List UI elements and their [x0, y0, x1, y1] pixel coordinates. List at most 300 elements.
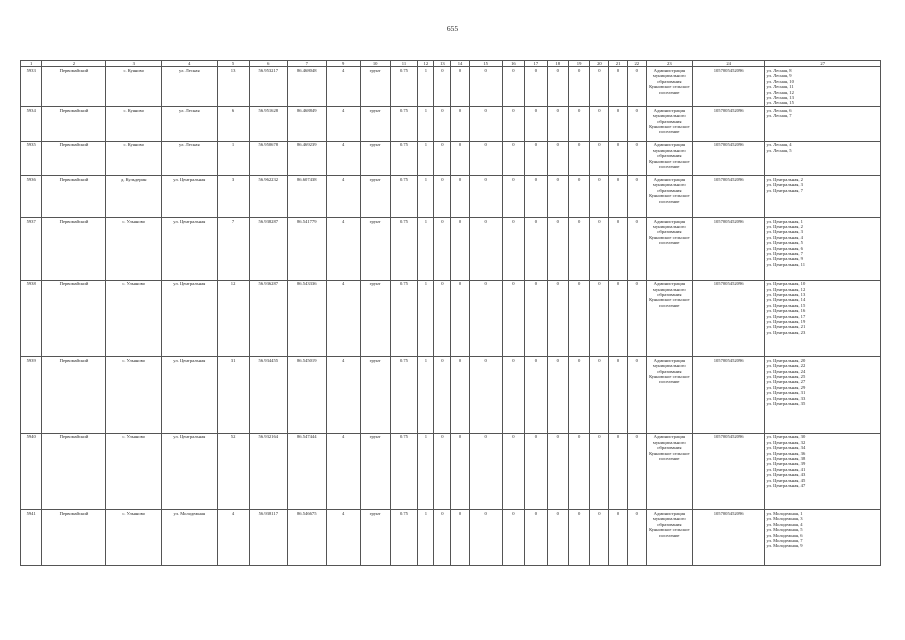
address-line: ул. Центральная, 2	[766, 176, 803, 182]
count-cell: 0	[590, 357, 609, 434]
count-cell: 1	[418, 510, 434, 566]
address-line: ул. Центральная, 4	[766, 234, 803, 240]
count-cell: 0	[502, 218, 524, 281]
latitude-cell: 56.953217	[249, 67, 287, 107]
page-number: 655	[446, 24, 459, 33]
count-cell: 0	[469, 176, 502, 218]
address-line: ул. Центральная, 45	[766, 477, 806, 483]
address-line: ул. Центральная, 24	[766, 368, 806, 374]
count-cell: 0	[590, 107, 609, 142]
count-cell: 0	[525, 280, 547, 357]
area-cell: 4	[326, 280, 360, 357]
street-cell: ул. Центральная	[162, 357, 218, 434]
column-number: 19	[568, 61, 589, 67]
district-cell: Первомайский	[42, 433, 106, 510]
house-cell: 7	[217, 218, 249, 281]
volume-cell: 0.75	[390, 218, 418, 281]
ogrn-cell: 1057005452096	[692, 357, 765, 434]
address-line: ул. Центральная, 2	[766, 223, 803, 229]
column-number: 18	[547, 61, 568, 67]
count-cell: 0	[547, 67, 568, 107]
count-cell: 0	[627, 176, 646, 218]
house-cell: 12	[217, 280, 249, 357]
latitude-cell: 56.951628	[249, 107, 287, 142]
address-line: ул. Центральная, 25	[766, 373, 806, 379]
address-line: ул. Молодежная, 5	[766, 527, 803, 533]
count-cell: 0	[434, 141, 451, 176]
count-cell: 0	[525, 357, 547, 434]
count-cell: 0	[451, 107, 469, 142]
street-cell: ул. Лесная	[162, 141, 218, 176]
address-line: ул. Центральная, 33	[766, 395, 806, 401]
count-cell: 0	[469, 280, 502, 357]
column-number: 20	[590, 61, 609, 67]
count-cell: 0	[568, 280, 589, 357]
locality-cell: с. Ульяново	[106, 433, 162, 510]
latitude-cell: 56.938117	[249, 510, 287, 566]
organization-cell: Администрация муниципального образования Куяновское сельское поселение	[646, 67, 692, 107]
table-row	[21, 67, 881, 107]
count-cell: 1	[418, 433, 434, 510]
column-number: 7	[288, 61, 326, 67]
street-cell: ул. Молодежная	[162, 510, 218, 566]
address-line: ул. Центральная, 43	[766, 472, 806, 478]
table-row	[21, 510, 881, 566]
row-number: 5937	[21, 218, 42, 281]
ogrn-cell: 1057005452096	[692, 67, 765, 107]
column-number: 15	[469, 61, 502, 67]
district-cell: Первомайский	[42, 280, 106, 357]
address-line: ул. Центральная, 13	[766, 291, 806, 297]
address-line: ул. Центральная, 7	[766, 187, 803, 193]
addresses-cell	[765, 280, 881, 357]
address-line: ул. Лесная, 12	[766, 89, 794, 95]
count-cell: 0	[502, 280, 524, 357]
count-cell: 0	[547, 176, 568, 218]
longitude-cell: 86.546675	[288, 510, 326, 566]
count-cell: 1	[418, 280, 434, 357]
count-cell: 0	[568, 357, 589, 434]
address-line: ул. Лесная, 7	[766, 113, 792, 119]
addresses-cell	[765, 141, 881, 176]
count-cell: 0	[525, 176, 547, 218]
addresses-cell	[765, 433, 881, 510]
row-number: 5941	[21, 510, 42, 566]
count-cell: 0	[434, 357, 451, 434]
count-cell: 0	[451, 357, 469, 434]
count-cell: 0	[609, 141, 627, 176]
count-cell: 0	[451, 280, 469, 357]
count-cell: 0	[451, 141, 469, 176]
district-cell: Первомайский	[42, 67, 106, 107]
count-cell: 0	[547, 218, 568, 281]
locality-cell: с. Ульяново	[106, 357, 162, 434]
row-number: 5940	[21, 433, 42, 510]
street-cell: ул. Центральная	[162, 433, 218, 510]
locality-cell: с. Ульяново	[106, 218, 162, 281]
count-cell: 0	[609, 176, 627, 218]
organization-cell: Администрация муниципального образования Куяновское сельское поселение	[646, 280, 692, 357]
column-number: 3	[106, 61, 162, 67]
latitude-cell: 56.936287	[249, 280, 287, 357]
district-cell: Первомайский	[42, 176, 106, 218]
latitude-cell: 56.938287	[249, 218, 287, 281]
count-cell: 0	[525, 107, 547, 142]
district-cell: Первомайский	[42, 510, 106, 566]
count-cell: 0	[547, 510, 568, 566]
volume-cell: 0.75	[390, 280, 418, 357]
count-cell: 1	[418, 357, 434, 434]
locality-cell: д. Кульдерин	[106, 176, 162, 218]
address-line: ул. Молодежная, 3	[766, 516, 803, 522]
count-cell: 0	[502, 433, 524, 510]
row-number: 5934	[21, 107, 42, 142]
count-cell: 0	[627, 280, 646, 357]
address-line: ул. Лесная, 11	[766, 84, 794, 90]
surface-cell: грунт	[360, 433, 390, 510]
count-cell: 0	[451, 218, 469, 281]
column-number: 5	[217, 61, 249, 67]
surface-cell: грунт	[360, 67, 390, 107]
organization-cell: Администрация муниципального образования Куяновское сельское поселение	[646, 510, 692, 566]
organization-cell: Администрация муниципального образования Куяновское сельское поселение	[646, 218, 692, 281]
count-cell: 0	[627, 141, 646, 176]
address-line: ул. Центральная, 20	[766, 357, 806, 363]
count-cell: 0	[434, 176, 451, 218]
count-cell: 0	[502, 176, 524, 218]
locality-cell: с. Ульяново	[106, 280, 162, 357]
address-line: ул. Лесная, 10	[766, 78, 794, 84]
address-line: ул. Центральная, 30	[766, 434, 806, 440]
address-line: ул. Центральная, 9	[766, 256, 803, 262]
area-cell: 4	[326, 218, 360, 281]
address-line: ул. Лесная, 6	[766, 107, 792, 113]
surface-cell: грунт	[360, 176, 390, 218]
area-cell: 4	[326, 510, 360, 566]
address-line: ул. Центральная, 10	[766, 281, 806, 287]
count-cell: 0	[590, 176, 609, 218]
count-cell: 0	[590, 218, 609, 281]
count-cell: 0	[469, 510, 502, 566]
area-cell: 4	[326, 357, 360, 434]
volume-cell: 0.75	[390, 141, 418, 176]
count-cell: 0	[434, 107, 451, 142]
count-cell: 0	[469, 107, 502, 142]
house-cell: 31	[217, 357, 249, 434]
house-cell: 1	[217, 141, 249, 176]
table-row	[21, 141, 881, 176]
ogrn-cell: 1057005452096	[692, 176, 765, 218]
address-line: ул. Центральная, 1	[766, 218, 803, 224]
count-cell: 0	[525, 510, 547, 566]
volume-cell: 0.75	[390, 176, 418, 218]
count-cell: 0	[627, 357, 646, 434]
count-cell: 0	[434, 280, 451, 357]
count-cell: 0	[568, 67, 589, 107]
address-line: ул. Молодежная, 4	[766, 521, 803, 527]
latitude-cell: 56.962232	[249, 176, 287, 218]
volume-cell: 0.75	[390, 510, 418, 566]
count-cell: 0	[434, 433, 451, 510]
address-line: ул. Лесная, 4	[766, 142, 792, 148]
organization-cell: Администрация муниципального образования Куяновское сельское поселение	[646, 176, 692, 218]
address-line: ул. Центральная, 32	[766, 439, 806, 445]
area-cell: 4	[326, 107, 360, 142]
house-cell: 6	[217, 107, 249, 142]
count-cell: 0	[525, 218, 547, 281]
address-line: ул. Центральная, 11	[766, 261, 806, 267]
organization-cell: Администрация муниципального образования Куяновское сельское поселение	[646, 107, 692, 142]
locality-cell: с. Куяново	[106, 107, 162, 142]
address-line: ул. Центральная, 23	[766, 329, 806, 335]
count-cell: 0	[525, 67, 547, 107]
locality-cell: с. Куяново	[106, 141, 162, 176]
column-number: 10	[360, 61, 390, 67]
address-line: ул. Центральная, 38	[766, 455, 806, 461]
count-cell: 0	[568, 176, 589, 218]
district-cell: Первомайский	[42, 141, 106, 176]
column-number: 14	[451, 61, 469, 67]
area-cell: 4	[326, 141, 360, 176]
column-number: 22	[627, 61, 646, 67]
area-cell: 4	[326, 67, 360, 107]
address-line: ул. Центральная, 29	[766, 384, 806, 390]
addresses-cell	[765, 357, 881, 434]
column-number: 1	[21, 61, 42, 67]
table-row	[21, 218, 881, 281]
count-cell: 0	[627, 433, 646, 510]
count-cell: 0	[547, 433, 568, 510]
count-cell: 0	[434, 218, 451, 281]
count-cell: 1	[418, 176, 434, 218]
address-line: ул. Центральная, 39	[766, 461, 806, 467]
street-cell: ул. Центральная	[162, 218, 218, 281]
addresses-cell	[765, 218, 881, 281]
count-cell: 0	[568, 510, 589, 566]
count-cell: 1	[418, 67, 434, 107]
column-number: 27	[765, 61, 881, 67]
district-cell: Первомайский	[42, 107, 106, 142]
column-number: 12	[418, 61, 434, 67]
street-cell: ул. Центральная	[162, 176, 218, 218]
count-cell: 0	[469, 67, 502, 107]
column-number: 2	[42, 61, 106, 67]
addresses-cell	[765, 510, 881, 566]
column-number: 17	[525, 61, 547, 67]
count-cell: 0	[609, 280, 627, 357]
address-line: ул. Центральная, 21	[766, 324, 806, 330]
ogrn-cell: 1057005452096	[692, 141, 765, 176]
count-cell: 0	[609, 510, 627, 566]
address-line: ул. Лесная, 8	[766, 67, 792, 73]
column-number: 24	[692, 61, 765, 67]
column-number: 21	[609, 61, 627, 67]
address-line: ул. Центральная, 27	[766, 379, 806, 385]
house-cell: 13	[217, 67, 249, 107]
ogrn-cell: 1057005452096	[692, 280, 765, 357]
count-cell: 0	[609, 218, 627, 281]
address-line: ул. Молодежная, 1	[766, 510, 803, 516]
column-number: 16	[502, 61, 524, 67]
address-line: ул. Центральная, 47	[766, 482, 806, 488]
address-line: ул. Молодежная, 6	[766, 532, 803, 538]
addresses-cell	[765, 67, 881, 107]
ogrn-cell: 1057005452096	[692, 218, 765, 281]
count-cell: 0	[451, 67, 469, 107]
count-cell: 0	[609, 107, 627, 142]
count-cell: 0	[434, 510, 451, 566]
address-line: ул. Центральная, 16	[766, 308, 806, 314]
longitude-cell: 86.543336	[288, 280, 326, 357]
count-cell: 0	[547, 107, 568, 142]
count-cell: 0	[609, 433, 627, 510]
count-cell: 0	[502, 107, 524, 142]
address-line: ул. Лесная, 9	[766, 73, 792, 79]
row-number: 5938	[21, 280, 42, 357]
registry-table	[20, 60, 881, 566]
street-cell: ул. Лесная	[162, 67, 218, 107]
organization-cell: Администрация муниципального образования Куяновское сельское поселение	[646, 357, 692, 434]
address-line: ул. Лесная, 5	[766, 147, 792, 153]
count-cell: 0	[590, 433, 609, 510]
row-number: 5936	[21, 176, 42, 218]
count-cell: 0	[609, 357, 627, 434]
volume-cell: 0.75	[390, 107, 418, 142]
volume-cell: 0.75	[390, 357, 418, 434]
count-cell: 0	[525, 433, 547, 510]
count-cell: 0	[590, 67, 609, 107]
count-cell: 0	[502, 141, 524, 176]
count-cell: 0	[609, 67, 627, 107]
address-line: ул. Центральная, 36	[766, 450, 806, 456]
row-number: 5935	[21, 141, 42, 176]
address-line: ул. Молодежная, 9	[766, 543, 803, 549]
row-number: 5933	[21, 67, 42, 107]
locality-cell: с. Ульяново	[106, 510, 162, 566]
address-line: ул. Центральная, 7	[766, 250, 803, 256]
table-row	[21, 280, 881, 357]
longitude-cell: 86.541779	[288, 218, 326, 281]
count-cell: 0	[451, 433, 469, 510]
address-line: ул. Центральная, 19	[766, 318, 806, 324]
address-line: ул. Лесная, 15	[766, 100, 794, 106]
latitude-cell: 56.950678	[249, 141, 287, 176]
count-cell: 0	[568, 141, 589, 176]
ogrn-cell: 1057005452096	[692, 433, 765, 510]
addresses-cell	[765, 107, 881, 142]
count-cell: 0	[568, 107, 589, 142]
street-cell: ул. Центральная	[162, 280, 218, 357]
column-number: 23	[646, 61, 692, 67]
address-line: ул. Центральная, 14	[766, 297, 806, 303]
count-cell: 0	[469, 141, 502, 176]
area-cell: 4	[326, 433, 360, 510]
volume-cell: 0.75	[390, 67, 418, 107]
address-line: ул. Центральная, 34	[766, 445, 806, 451]
count-cell: 0	[627, 67, 646, 107]
ogrn-cell: 1057005452096	[692, 107, 765, 142]
house-cell: 52	[217, 433, 249, 510]
count-cell: 0	[502, 67, 524, 107]
organization-cell: Администрация муниципального образования Куяновское сельское поселение	[646, 433, 692, 510]
count-cell: 1	[418, 107, 434, 142]
address-line: ул. Центральная, 12	[766, 286, 806, 292]
count-cell: 0	[568, 433, 589, 510]
column-number: 6	[249, 61, 287, 67]
address-line: ул. Центральная, 35	[766, 400, 806, 406]
count-cell: 0	[568, 218, 589, 281]
latitude-cell: 56.934455	[249, 357, 287, 434]
count-cell: 0	[590, 510, 609, 566]
address-line: ул. Молодежная, 7	[766, 537, 803, 543]
longitude-cell: 86.607438	[288, 176, 326, 218]
table-row	[21, 433, 881, 510]
organization-cell: Администрация муниципального образования Куяновское сельское поселение	[646, 141, 692, 176]
area-cell: 4	[326, 176, 360, 218]
surface-cell: грунт	[360, 280, 390, 357]
address-line: ул. Центральная, 5	[766, 240, 803, 246]
district-cell: Первомайский	[42, 218, 106, 281]
street-cell: ул. Лесная	[162, 107, 218, 142]
count-cell: 0	[469, 218, 502, 281]
longitude-cell: 86.469239	[288, 141, 326, 176]
district-cell: Первомайский	[42, 357, 106, 434]
count-cell: 0	[590, 141, 609, 176]
table-row	[21, 357, 881, 434]
count-cell: 0	[434, 67, 451, 107]
address-line: ул. Центральная, 15	[766, 302, 806, 308]
column-number: 13	[434, 61, 451, 67]
address-line: ул. Центральная, 3	[766, 182, 803, 188]
count-cell: 1	[418, 141, 434, 176]
count-cell: 0	[502, 357, 524, 434]
longitude-cell: 86.468849	[288, 107, 326, 142]
surface-cell: грунт	[360, 357, 390, 434]
surface-cell: грунт	[360, 107, 390, 142]
table-body	[21, 67, 881, 566]
addresses-cell	[765, 176, 881, 218]
volume-cell: 0.75	[390, 433, 418, 510]
longitude-cell: 86.545019	[288, 357, 326, 434]
column-number: 9	[326, 61, 360, 67]
address-line: ул. Центральная, 41	[766, 466, 806, 472]
house-cell: 4	[217, 510, 249, 566]
locality-cell: с. Куяново	[106, 67, 162, 107]
longitude-cell: 86.468048	[288, 67, 326, 107]
address-line: ул. Центральная, 6	[766, 245, 803, 251]
count-cell: 0	[590, 280, 609, 357]
house-cell: 3	[217, 176, 249, 218]
table-row	[21, 107, 881, 142]
address-line: ул. Центральная, 3	[766, 229, 803, 235]
count-cell: 0	[525, 141, 547, 176]
surface-cell: грунт	[360, 141, 390, 176]
count-cell: 0	[547, 357, 568, 434]
count-cell: 1	[418, 218, 434, 281]
latitude-cell: 56.932164	[249, 433, 287, 510]
column-number: 11	[390, 61, 418, 67]
count-cell: 0	[627, 218, 646, 281]
count-cell: 0	[547, 141, 568, 176]
column-number: 4	[162, 61, 218, 67]
surface-cell: грунт	[360, 218, 390, 281]
count-cell: 0	[451, 176, 469, 218]
count-cell: 0	[469, 433, 502, 510]
address-line: ул. Центральная, 22	[766, 363, 806, 369]
address-line: ул. Лесная, 13	[766, 94, 794, 100]
address-line: ул. Центральная, 17	[766, 313, 806, 319]
count-cell: 0	[627, 107, 646, 142]
